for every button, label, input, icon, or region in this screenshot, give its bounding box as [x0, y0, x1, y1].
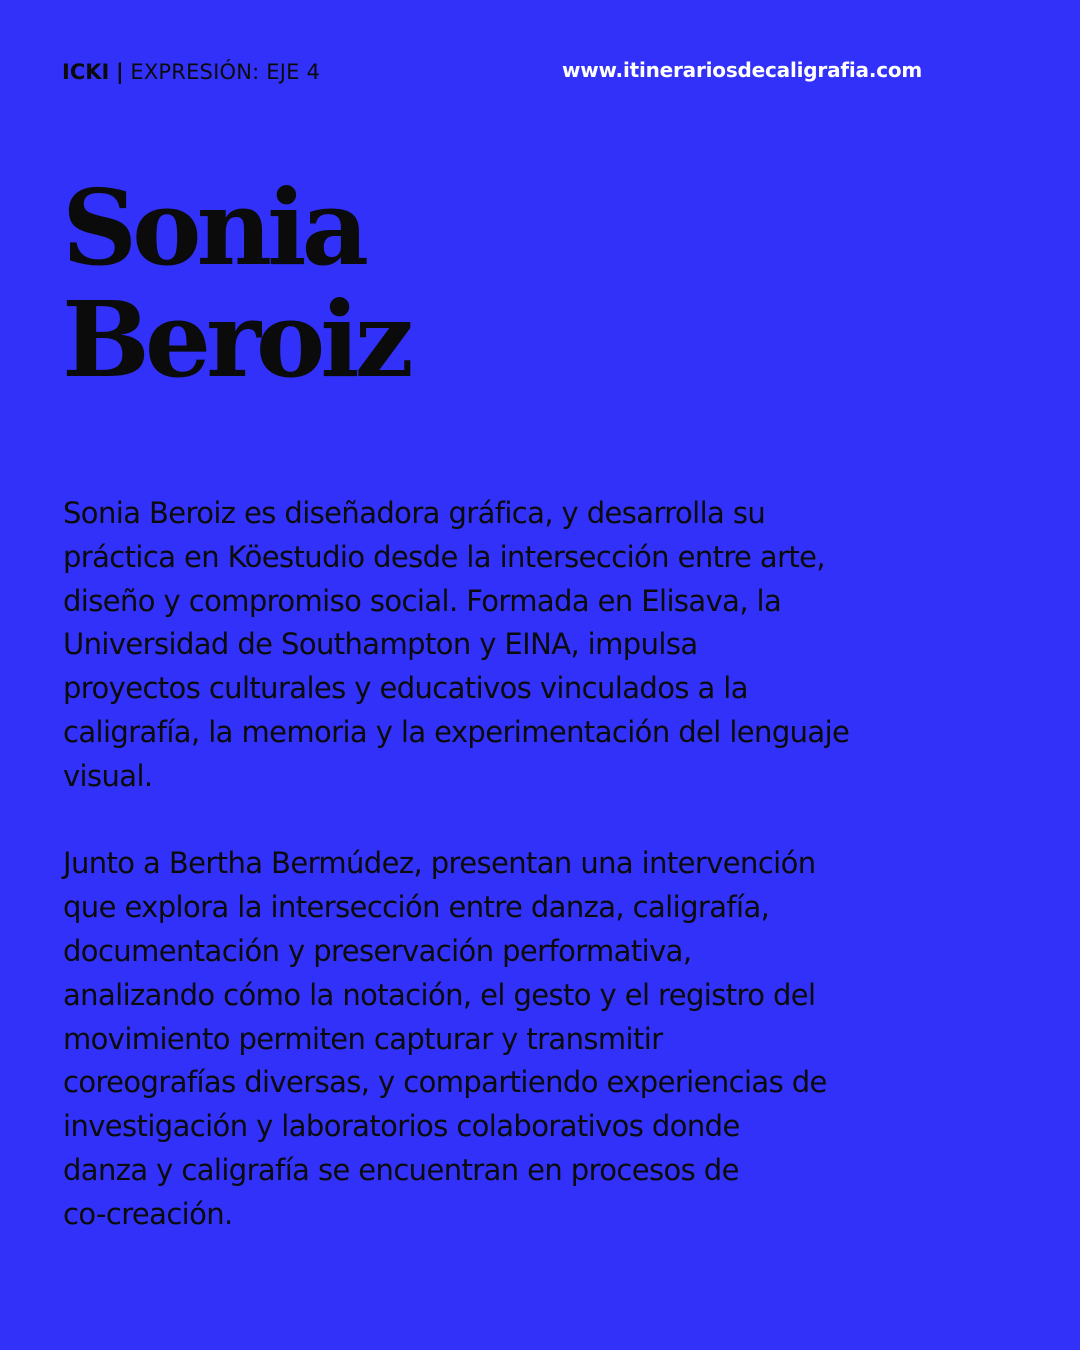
brand-label: ICKI — [62, 60, 110, 84]
section-label: EXPRESIÓN: EJE 4 — [130, 60, 321, 84]
bio-line: danza y caligrafía se encuentran en procesos de — [63, 1152, 739, 1187]
bio-line: movimiento permiten capturar y transmitir — [63, 1021, 663, 1056]
website-link[interactable]: www.itinerariosdecaligrafia.com — [562, 58, 923, 82]
bio-line: Junto a Bertha Bermúdez, presentan una intervención — [63, 846, 816, 881]
bio-line: práctica en Köestudio desde la intersección entre arte, — [63, 539, 826, 574]
bio-line: Universidad de Southampton y EINA, impulsa — [63, 627, 698, 662]
title-first-name: Sonia — [62, 166, 364, 289]
bio-line: proyectos culturales y educativos vinculados a la — [63, 671, 748, 706]
bio-line: caligrafía, la memoria y la experimentación del lenguaje — [63, 714, 850, 749]
bio-line: Sonia Beroiz es diseñadora gráfica, y desarrolla su — [63, 496, 766, 530]
bio-paragraph-1 — [63, 492, 1023, 799]
bio-line: que explora la intersección entre danza, caligrafía, — [63, 890, 770, 925]
bio-line: visual. — [63, 758, 153, 793]
biography — [63, 492, 1023, 1237]
bio-paragraph-2 — [63, 842, 1023, 1236]
page-title — [62, 166, 409, 401]
header-separator: | — [116, 60, 124, 84]
header-left — [62, 58, 320, 86]
bio-line: documentación y preservación performativa, — [63, 933, 692, 968]
bio-line: coreografías diversas, y compartiendo experiencias de — [63, 1065, 827, 1100]
bio-line: co-creación. — [63, 1196, 233, 1231]
title-last-name: Beroiz — [62, 278, 409, 401]
bio-line: diseño y compromiso social. Formada en Elisava, la — [63, 583, 782, 618]
bio-line: investigación y laboratorios colaborativos donde — [63, 1109, 740, 1144]
bio-line: analizando cómo la notación, el gesto y el registro del — [63, 977, 816, 1012]
